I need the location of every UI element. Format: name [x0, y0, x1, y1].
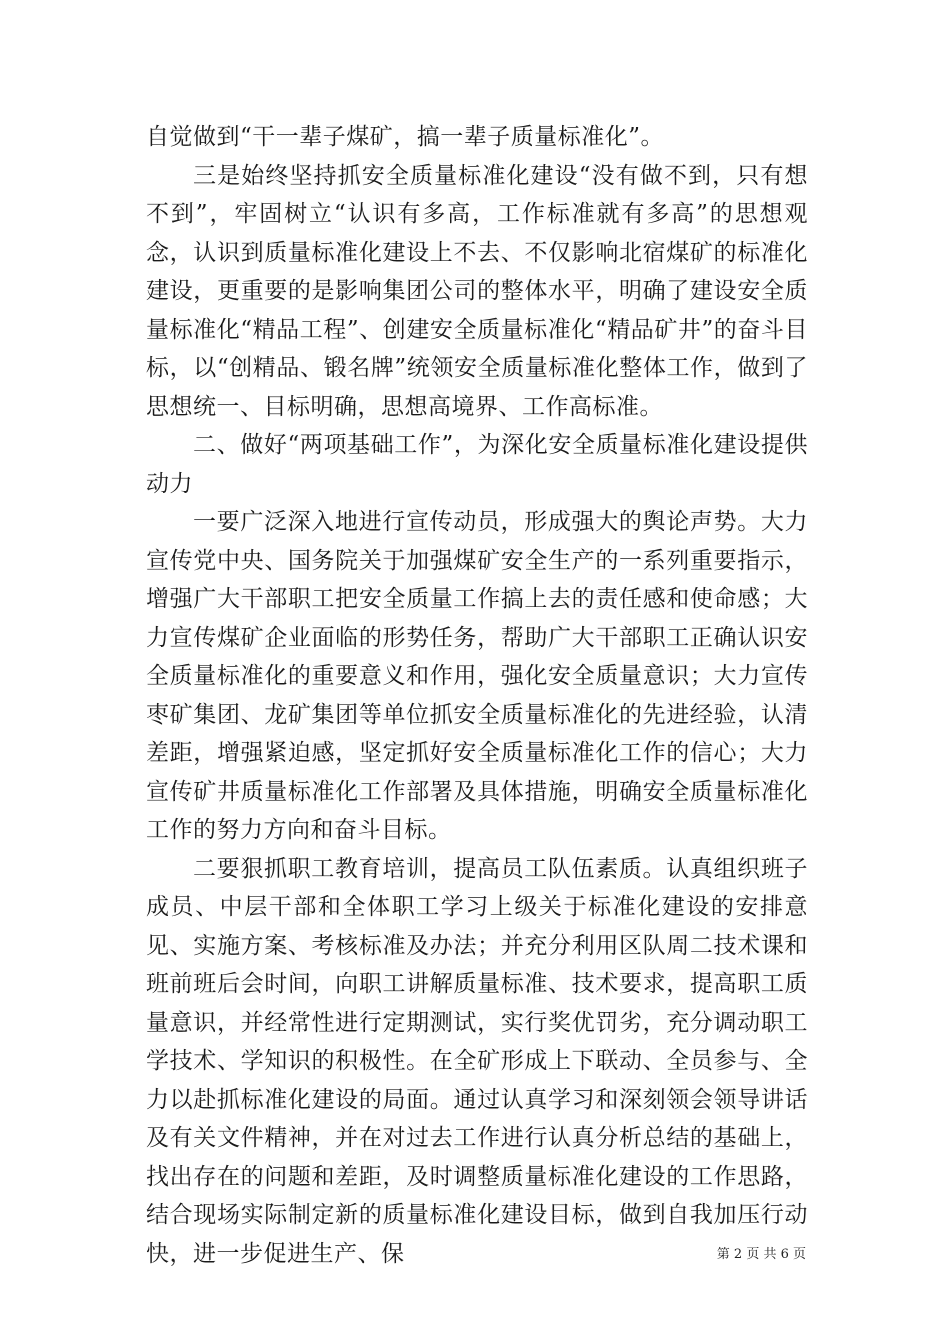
- page-number: 第 2 页 共 6 页: [716, 1247, 806, 1262]
- paragraph: 自觉做到“干一辈子煤矿，搞一辈子质量标准化”。: [146, 124, 665, 150]
- paragraph: 一要广泛深入地进行宣传动员，形成强大的舆论声势。大力宣传党中央、国务院关于加强煤矿安全生产的一系列重要指示，增强广大干部职工把安全质量工作搞上去的责任感和使命感；大力宣传煤矿企业面临的形势任务，帮助广大干部职工正确认识安全质量标准化的重要意义和作用，强化安全质量意识；大力宣传枣矿集团、龙矿集团等单位抓安全质量标准化的先进经验，认清差距，增强紧迫感，坚定抓好安全质量标准化工作的信心；大力宣传矿井质量标准化工作部署及具体措施，明确安全质量标准化工作的努力方向和奋斗目标。: [146, 509, 808, 843]
- document-body: [146, 118, 808, 1273]
- paragraph: 三是始终坚持抓安全质量标准化建设“没有做不到，只有想不到”，牢固树立“认识有多高，工作标准就有多高”的思想观念，认识到质量标准化建设上不去、不仅影响北宿煤矿的标准化建设，更重要的是影响集团公司的整体水平，明确了建设安全质量标准化“精品工程”、创建安全质量标准化“精品矿井”的奋斗目标，以“创精品、锻名牌”统领安全质量标准化整体工作，做到了思想统一、目标明确，思想高境界、工作高标准。: [146, 162, 808, 420]
- paragraph: 二要狠抓职工教育培训，提高员工队伍素质。认真组织班子成员、中层干部和全体职工学习上级关于标准化建设的安排意见、实施方案、考核标准及办法；并充分利用区队周二技术课和班前班后会时间，向职工讲解质量标准、技术要求，提高职工质量意识，并经常性进行定期测试，实行奖优罚劣，充分调动职工学技术、学知识的积极性。在全矿形成上下联动、全员参与、全力以赴抓标准化建设的局面。通过认真学习和深刻领会领导讲话及有关文件精神，并在对过去工作进行认真分析总结的基础上，找出存在的问题和差距，及时调整质量标准化建设的工作思路，结合现场实际制定新的质量标准化建设目标，做到自我加压行动快，进一步促进生产、保: [146, 855, 808, 1267]
- section-heading: 二、做好“两项基础工作”，为深化安全质量标准化建设提供动力: [146, 432, 808, 497]
